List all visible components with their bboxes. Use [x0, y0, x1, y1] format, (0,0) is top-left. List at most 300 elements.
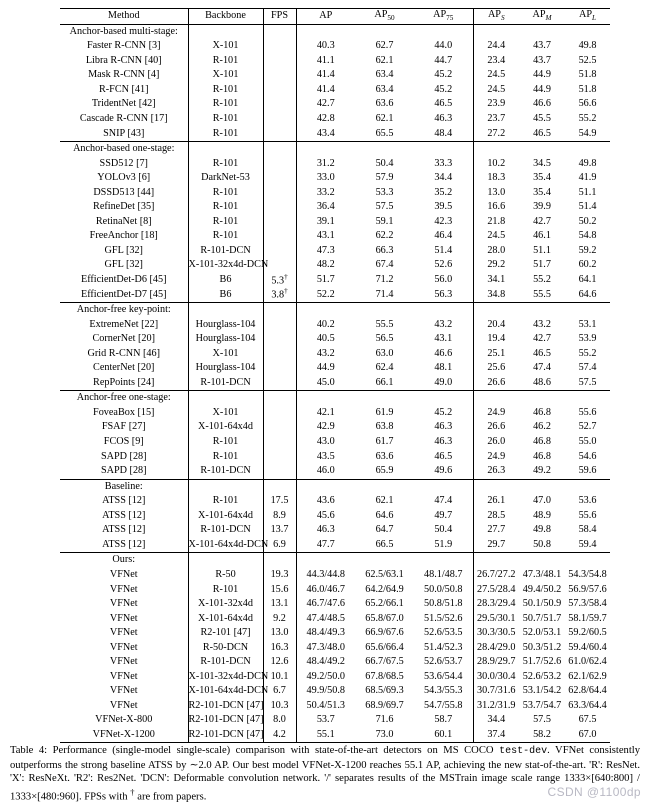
cell-ap50	[355, 200, 414, 215]
cell-value-apm: 50.8	[533, 538, 551, 550]
cell-value-ap50: 64.2/64.9	[365, 583, 404, 595]
cell-backbone	[188, 54, 263, 69]
cell-value-fps: 9.2	[273, 612, 286, 624]
table-row	[60, 258, 610, 273]
section-spacer-ap50	[355, 391, 414, 406]
cell-fps	[263, 420, 296, 435]
cell-value-apm: 34.5	[533, 157, 551, 169]
section-spacer-ap75	[414, 553, 473, 568]
cell-backbone	[188, 626, 263, 641]
cell-value-aps: 28.3/29.4	[477, 598, 516, 610]
cell-backbone	[188, 361, 263, 376]
cell-ap	[296, 494, 355, 509]
table-row	[60, 449, 610, 464]
cell-aps	[473, 273, 519, 288]
cell-value-ap50: 63.6	[375, 98, 394, 110]
cell-ap50	[355, 332, 414, 347]
cell-value-aps: 16.6	[487, 201, 506, 213]
cell-apl	[565, 509, 610, 524]
cell-fps	[263, 509, 296, 524]
cell-value-ap: 36.4	[316, 201, 335, 213]
section-spacer-ap50	[355, 141, 414, 156]
cell-apl	[565, 361, 610, 376]
cell-value-ap75: 46.5	[434, 450, 453, 462]
section-spacer-apl	[565, 302, 610, 317]
section-spacer-apm	[519, 479, 565, 494]
section-spacer-backbone	[188, 553, 263, 568]
cell-fps	[263, 200, 296, 215]
table-row	[60, 376, 610, 391]
col-header-method: Method	[60, 9, 188, 25]
cell-ap	[296, 568, 355, 583]
cell-value-backbone: R-101	[212, 201, 239, 213]
cell-value-aps: 34.1	[487, 274, 506, 286]
cell-value-apl: 59.4	[578, 538, 597, 550]
cell-value-method: ATSS [12]	[102, 524, 146, 536]
caption-text-3: are from papers.	[134, 791, 207, 803]
cell-value-ap50: 57.9	[375, 172, 394, 184]
cell-value-method: RefineDet [35]	[93, 201, 155, 213]
cell-aps	[473, 523, 519, 538]
cell-value-backbone: R-101	[212, 230, 239, 242]
cell-value-ap50: 63.4	[375, 69, 394, 81]
cell-value-method: CornerNet [20]	[92, 333, 156, 345]
cell-aps	[473, 449, 519, 464]
cell-ap75	[414, 39, 473, 54]
cell-value-apm: 46.8	[533, 450, 551, 462]
cell-value-ap75: 46.3	[434, 421, 453, 433]
cell-value-method: Cascade R-CNN [17]	[79, 113, 168, 124]
table-row	[60, 435, 610, 450]
cell-value-method: VFNet-X-800	[95, 714, 153, 726]
cell-ap50	[355, 420, 414, 435]
cell-value-apl: 55.6	[578, 406, 597, 418]
cell-value-aps: 20.4	[487, 318, 506, 330]
cell-value-apl: 54.9	[578, 127, 597, 139]
cell-value-aps: 26.7/27.2	[477, 568, 516, 580]
cell-method	[60, 449, 188, 464]
cell-value-apl: 54.3/54.8	[568, 568, 607, 580]
cell-value-method: SAPD [28]	[100, 450, 147, 462]
cell-value-ap50: 63.0	[375, 347, 394, 359]
cell-value-apm: 48.9	[533, 509, 551, 521]
cell-ap	[296, 83, 355, 98]
cell-value-method: RetinaNet [8]	[95, 215, 152, 227]
cell-value-ap50: 62.1	[375, 54, 394, 66]
cell-value-backbone: R-101	[212, 83, 239, 95]
cell-method	[60, 626, 188, 641]
cell-method	[60, 54, 188, 69]
cell-ap50	[355, 186, 414, 201]
cell-aps	[473, 582, 519, 597]
cell-value-fps: 6.9	[273, 538, 286, 550]
section-spacer-apl	[565, 553, 610, 568]
cell-value-ap: 47.7	[316, 538, 335, 550]
cell-value-ap50: 59.1	[375, 215, 394, 227]
cell-value-apl: 52.7	[578, 421, 597, 433]
cell-value-backbone: Hourglass-104	[195, 318, 256, 330]
section-label: Ours:	[60, 553, 188, 568]
cell-value-ap75: 52.6/53.5	[424, 627, 463, 639]
cell-value-backbone: R-101	[212, 495, 239, 507]
cell-value-ap: 42.7	[316, 98, 335, 110]
cell-aps	[473, 509, 519, 524]
cell-ap75	[414, 641, 473, 656]
table-row	[60, 699, 610, 714]
section-label: Anchor-free one-stage:	[60, 391, 188, 406]
cell-aps	[473, 229, 519, 244]
cell-aps	[473, 376, 519, 391]
cell-ap75	[414, 244, 473, 259]
cell-value-ap75: 54.7/55.8	[424, 699, 463, 711]
cell-value-apl: 60.2	[578, 259, 597, 271]
cell-value-ap50: 68.5/69.3	[365, 685, 404, 697]
table-row	[60, 464, 610, 479]
cell-value-apl: 57.5	[578, 376, 597, 388]
col-header-ap75: $AP_{75}$	[414, 9, 473, 25]
cell-value-ap50: 63.8	[375, 421, 394, 433]
caption-text-2: . VFNet consistently outperforms the strong baseline ATSS by ∼2.0 AP. Our best model VFNet-X-1200 reaches 55.1 AP, achieving the new stat-of-the-art. 'R': ResNet. 'X': ResNeXt. 'R2': Res2Net. 'DCN': Deformable convolution network. '/' separates results of the MSTrain image scale range 1333×[640:800] / 1333×[480:960]. FPSs with	[10, 745, 641, 803]
cell-value-fps: 19.3	[270, 568, 289, 580]
cell-backbone	[188, 186, 263, 201]
cell-backbone	[188, 435, 263, 450]
cell-value-ap: 55.1	[316, 728, 335, 740]
cell-value-apl: 59.4/60.4	[568, 641, 607, 653]
cell-value-ap75: 51.4/52.3	[424, 641, 463, 653]
table-row	[60, 68, 610, 83]
section-spacer-ap	[296, 479, 355, 494]
table-row	[60, 317, 610, 332]
cell-value-ap75: 43.1	[434, 333, 453, 345]
cell-value-ap75: 51.4	[434, 244, 453, 256]
cell-value-apm: 48.6	[533, 376, 551, 388]
cell-value-backbone: X-101-64x4d-DCN	[188, 538, 269, 550]
cell-value-aps: 25.6	[487, 362, 506, 374]
table-row	[60, 287, 610, 302]
cell-aps	[473, 287, 519, 302]
cell-method	[60, 728, 188, 743]
cell-apm	[519, 347, 565, 362]
cell-value-fps: 13.1	[270, 598, 289, 610]
cell-value-apm: 45.5	[533, 113, 551, 124]
cell-ap50	[355, 317, 414, 332]
cell-apm	[519, 229, 565, 244]
cell-value-apm: 43.7	[533, 54, 551, 66]
section-label: Anchor-based one-stage:	[60, 141, 188, 156]
cell-value-ap: 44.3/44.8	[306, 568, 345, 580]
cell-value-apm: 42.7	[533, 333, 551, 345]
cell-ap75	[414, 509, 473, 524]
cell-aps	[473, 611, 519, 626]
cell-value-aps: 26.3	[487, 465, 506, 477]
cell-ap75	[414, 54, 473, 69]
table-row	[60, 347, 610, 362]
cell-ap	[296, 112, 355, 127]
cell-method	[60, 611, 188, 626]
cell-value-apm: 46.5	[533, 127, 551, 139]
cell-method	[60, 156, 188, 171]
cell-aps	[473, 670, 519, 685]
cell-aps	[473, 126, 519, 141]
cell-value-ap: 41.1	[316, 54, 335, 66]
cell-value-ap75: 52.6	[434, 259, 453, 271]
cell-value-aps: 27.7	[487, 524, 506, 536]
cell-value-fps: 5.3	[271, 275, 285, 287]
cell-value-method: DSSD513 [44]	[93, 186, 155, 198]
cell-apl	[565, 626, 610, 641]
cell-ap75	[414, 97, 473, 112]
cell-backbone	[188, 420, 263, 435]
table-body	[60, 24, 610, 743]
cell-ap	[296, 332, 355, 347]
cell-value-backbone: R2-101-DCN [47]	[188, 699, 264, 711]
cell-value-apl: 63.3/64.4	[568, 699, 607, 711]
cell-value-method: EfficientDet-D7 [45]	[80, 288, 167, 300]
cell-ap50	[355, 509, 414, 524]
cell-value-method: ATSS [12]	[102, 538, 146, 550]
cell-value-aps: 29.2	[487, 259, 506, 271]
cell-value-ap50: 56.5	[375, 333, 394, 345]
cell-apl	[565, 568, 610, 583]
table-header	[60, 9, 610, 25]
cell-method	[60, 699, 188, 714]
cell-value-backbone: R-101	[212, 215, 239, 227]
cell-value-backbone: Hourglass-104	[195, 333, 256, 345]
dagger-icon: †	[284, 287, 288, 296]
cell-value-ap50: 68.9/69.7	[365, 699, 404, 711]
cell-ap75	[414, 655, 473, 670]
cell-ap75	[414, 258, 473, 273]
cell-apl	[565, 611, 610, 626]
cell-method	[60, 126, 188, 141]
cell-value-ap75: 52.6/53.7	[424, 656, 463, 668]
cell-value-backbone: R-101-DCN	[200, 244, 251, 256]
cell-method	[60, 215, 188, 230]
section-label-row	[60, 391, 610, 406]
cell-value-aps: 28.4/29.0	[477, 641, 516, 653]
cell-apm	[519, 68, 565, 83]
cell-method	[60, 186, 188, 201]
cell-apm	[519, 641, 565, 656]
cell-aps	[473, 713, 519, 728]
cell-value-ap: 42.1	[316, 406, 335, 418]
cell-value-aps: 23.4	[487, 54, 506, 66]
cell-value-backbone: X-101-64x4d	[198, 509, 253, 521]
cell-ap50	[355, 156, 414, 171]
cell-value-apm: 52.0/53.1	[522, 627, 562, 639]
cell-value-ap: 49.9/50.8	[306, 685, 345, 697]
cell-value-aps: 24.9	[487, 450, 506, 462]
section-spacer-fps	[263, 141, 296, 156]
section-spacer-fps	[263, 479, 296, 494]
cell-aps	[473, 728, 519, 743]
cell-value-method: Grid R-CNN [46]	[87, 347, 160, 359]
cell-value-ap50: 65.5	[375, 127, 394, 139]
cell-value-ap: 53.7	[316, 714, 335, 726]
cell-value-aps: 29.5/30.1	[477, 612, 516, 624]
cell-backbone	[188, 83, 263, 98]
cell-backbone	[188, 538, 269, 553]
cell-apm	[519, 54, 565, 69]
cell-value-apm: 47.3/48.1	[522, 568, 562, 580]
table-row	[60, 112, 610, 127]
section-spacer-ap75	[414, 24, 473, 39]
cell-ap50	[355, 728, 414, 743]
cell-fps	[263, 699, 296, 714]
cell-aps	[473, 684, 519, 699]
cell-ap50	[355, 597, 414, 612]
cell-ap50	[355, 523, 414, 538]
cell-value-backbone: X-101-32x4d-DCN	[188, 670, 269, 682]
cell-value-backbone: R-101	[212, 186, 239, 198]
cell-value-aps: 30.7/31.6	[477, 685, 516, 697]
table-caption	[10, 744, 640, 804]
cell-aps	[473, 361, 519, 376]
cell-value-aps: 26.1	[487, 495, 506, 507]
cell-ap	[296, 126, 355, 141]
cell-apm	[519, 317, 565, 332]
cell-ap75	[414, 83, 473, 98]
cell-value-ap: 46.3	[316, 524, 335, 536]
section-spacer-aps	[473, 391, 519, 406]
section-spacer-backbone	[188, 24, 263, 39]
cell-value-method: VFNet	[109, 583, 138, 595]
cell-value-method: EfficientDet-D6 [45]	[80, 274, 167, 286]
cell-ap50	[355, 655, 414, 670]
cell-ap50	[355, 215, 414, 230]
cell-backbone	[188, 287, 263, 302]
cell-aps	[473, 568, 519, 583]
section-spacer-apl	[565, 24, 610, 39]
cell-value-ap: 42.9	[316, 421, 335, 433]
cell-aps	[473, 244, 519, 259]
cell-value-backbone: R-101	[212, 450, 239, 462]
cell-apm	[519, 449, 565, 464]
cell-apl	[565, 68, 610, 83]
cell-value-apl: 53.9	[578, 333, 597, 345]
section-spacer-backbone	[188, 479, 263, 494]
cell-ap50	[355, 670, 414, 685]
cell-ap50	[355, 83, 414, 98]
cell-apl	[565, 244, 610, 259]
cell-value-aps: 24.5	[487, 230, 506, 242]
cell-value-apl: 59.2	[578, 244, 597, 256]
cell-backbone	[188, 215, 263, 230]
cell-method	[60, 361, 188, 376]
cell-method	[60, 568, 188, 583]
cell-method	[60, 229, 188, 244]
cell-fps	[263, 126, 296, 141]
cell-aps	[473, 68, 519, 83]
cell-value-ap: 43.5	[316, 450, 335, 462]
cell-fps	[263, 655, 296, 670]
cell-ap50	[355, 582, 414, 597]
cell-value-aps: 19.4	[487, 333, 506, 345]
cell-apm	[519, 126, 565, 141]
cell-value-apl: 58.1/59.7	[568, 612, 607, 624]
caption-mono-testdev: test-dev	[499, 746, 548, 757]
cell-value-ap50: 66.3	[375, 244, 394, 256]
cell-fps	[263, 464, 296, 479]
cell-value-apm: 50.1/50.9	[522, 598, 562, 610]
cell-value-apm: 51.1	[533, 244, 551, 256]
cell-method	[60, 332, 188, 347]
cell-ap75	[414, 332, 473, 347]
cell-value-apl: 53.6	[578, 495, 597, 507]
cell-apm	[519, 258, 565, 273]
cell-apl	[565, 332, 610, 347]
cell-ap75	[414, 376, 473, 391]
cell-value-ap75: 46.6	[434, 347, 453, 359]
cell-ap50	[355, 568, 414, 583]
cell-value-backbone: R-101-DCN	[200, 656, 251, 668]
cell-method	[60, 68, 188, 83]
table-row	[60, 54, 610, 69]
cell-aps	[473, 435, 519, 450]
cell-value-ap75: 34.4	[434, 172, 453, 184]
cell-value-backbone: X-101	[212, 69, 239, 81]
cell-aps	[473, 406, 519, 421]
cell-ap	[296, 597, 355, 612]
section-spacer-fps	[263, 553, 296, 568]
cell-value-backbone: R-101	[212, 583, 239, 595]
cell-ap	[296, 156, 355, 171]
cell-ap75	[414, 420, 473, 435]
cell-ap	[296, 347, 355, 362]
section-spacer-ap50	[355, 302, 414, 317]
cell-ap50	[355, 126, 414, 141]
cell-value-apm: 51.7	[533, 259, 551, 271]
cell-value-fps: 13.0	[270, 627, 289, 639]
cell-aps	[473, 171, 519, 186]
cell-apl	[565, 435, 610, 450]
cell-value-apl: 61.0/62.4	[568, 656, 607, 668]
cell-value-apl: 55.0	[578, 436, 597, 448]
cell-ap50	[355, 112, 414, 127]
cell-value-ap50: 73.0	[375, 728, 394, 740]
cell-value-apl: 54.6	[578, 450, 597, 462]
cell-ap	[296, 684, 355, 699]
cell-value-ap75: 53.6/54.4	[424, 670, 463, 682]
cell-fps	[263, 156, 296, 171]
cell-value-ap75: 48.1	[434, 362, 453, 374]
cell-backbone	[188, 406, 263, 421]
cell-value-ap50: 66.9/67.6	[365, 627, 404, 639]
cell-ap75	[414, 156, 473, 171]
table-row	[60, 626, 610, 641]
cell-fps	[263, 273, 296, 288]
table-row	[60, 523, 610, 538]
cell-apl	[565, 112, 610, 127]
table-row	[60, 684, 610, 699]
cell-value-backbone: R-101	[212, 157, 239, 169]
cell-apl	[565, 538, 610, 553]
cell-value-apl: 52.5	[578, 54, 597, 66]
section-spacer-apm	[519, 24, 565, 39]
cell-value-method: ATSS [12]	[102, 509, 146, 521]
cell-ap	[296, 670, 355, 685]
header-row	[60, 9, 610, 25]
table-row	[60, 641, 610, 656]
cell-value-method: Mask R-CNN [4]	[88, 69, 160, 81]
cell-ap	[296, 287, 355, 302]
cell-apl	[565, 582, 610, 597]
cell-value-ap75: 39.5	[434, 201, 453, 213]
cell-value-ap75: 60.1	[434, 728, 453, 740]
cell-value-apm: 49.2	[533, 465, 551, 477]
cell-value-fps: 16.3	[270, 641, 289, 653]
cell-value-ap75: 45.2	[434, 406, 453, 418]
